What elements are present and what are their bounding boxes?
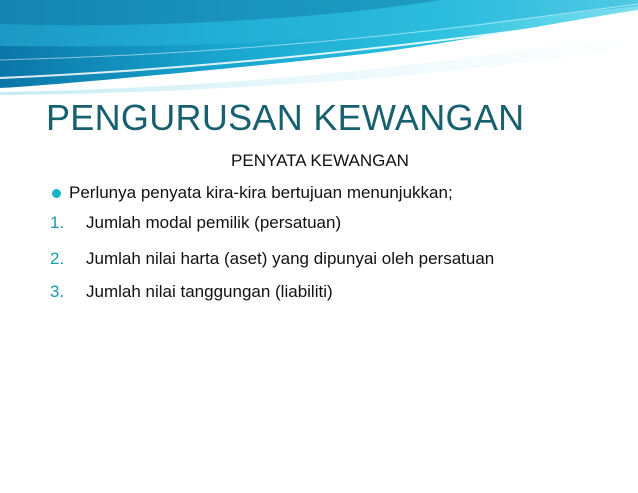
- list-item-text: Jumlah modal pemilik (persatuan): [86, 213, 342, 232]
- list-item: [50, 213, 341, 233]
- list-number: 3.: [50, 282, 65, 301]
- list-item: [50, 282, 333, 302]
- wave-banner: [0, 0, 638, 95]
- slide-title: PENGURUSAN KEWANGAN: [46, 97, 525, 138]
- list-item-text: Jumlah nilai harta (aset) yang dipunyai oleh persatuan: [86, 249, 495, 268]
- bullet-text: Perlunya penyata kira-kira bertujuan menunjukkan;: [69, 183, 453, 202]
- slide-subtitle: PENYATA KEWANGAN: [231, 151, 409, 170]
- bullet-dot-icon: [52, 189, 61, 198]
- list-item-text: Jumlah nilai tanggungan (liabiliti): [86, 282, 333, 301]
- list-number: 1.: [50, 213, 65, 232]
- list-item: [50, 249, 494, 269]
- bullet-point: [50, 183, 453, 203]
- list-number: 2.: [50, 249, 65, 268]
